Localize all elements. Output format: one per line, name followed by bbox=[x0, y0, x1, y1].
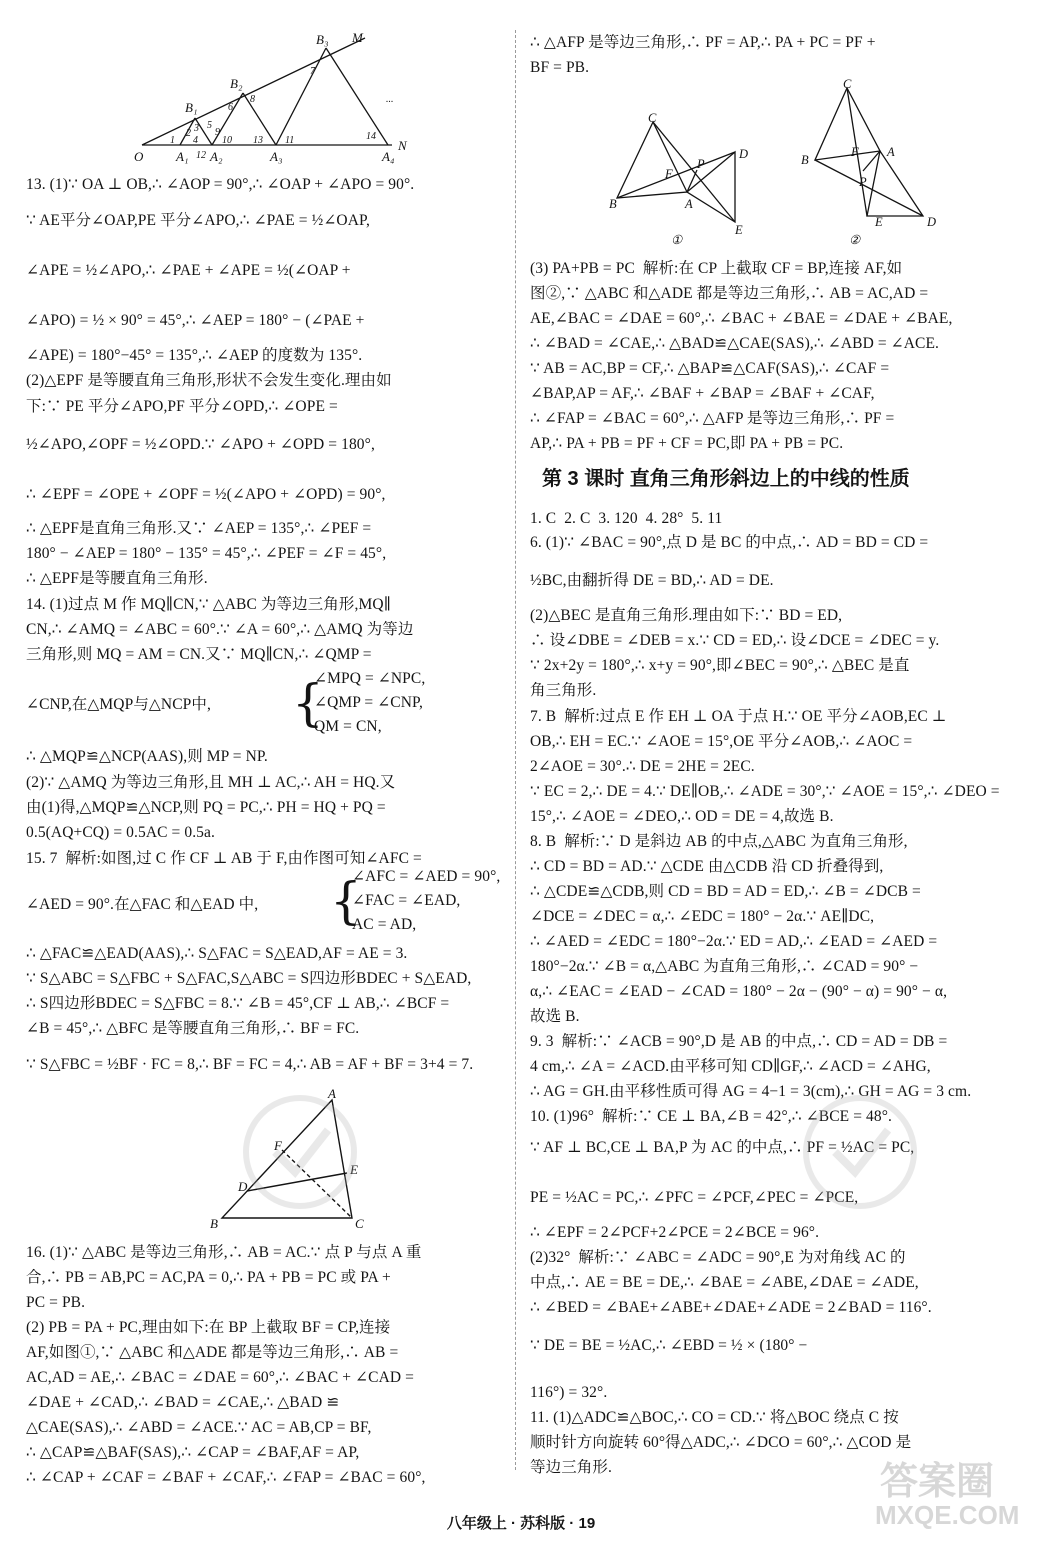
text-line-q14-3: 三角形,则 MQ = AM = CN.又∵ MQ∥CN,∴ ∠QMP = bbox=[26, 646, 372, 663]
text-line-r10-8: ∵ DE = BE = ½AC,∴ ∠EBD = ½ × (180° − bbox=[530, 1337, 808, 1354]
text-line-r10-1: 10. (1)96° 解析:∵ CE ⊥ BA,∠B = 42°,∴ ∠BCE = 48°. bbox=[530, 1108, 893, 1125]
svg-text:3: 3 bbox=[194, 123, 199, 134]
text-line-q16-9: ∴ △CAP≌△BAF(SAS),∴ ∠CAP = ∠BAF,AF = AP, bbox=[26, 1444, 360, 1461]
svg-text:E: E bbox=[875, 215, 883, 229]
watermark-logo: 答案圈 bbox=[880, 1461, 995, 1503]
text-line-q16-5: AF,如图①,∵ △ABC 和△ADE 都是等边三角形,∴ AB = bbox=[26, 1344, 399, 1361]
text-line-q15-6: ∠B = 45°,∴ △BFC 是等腰直角三角形,∴ BF = FC. bbox=[26, 1020, 360, 1037]
text-line-r9-1: 9. 3 解析:∵ ∠ACB = 90°,D 是 AB 的中点,∴ CD = AD = DB = bbox=[530, 1033, 948, 1050]
lesson-title: 第 3 课时 直角三角形斜边上的中线的性质 bbox=[542, 468, 910, 490]
text-line-q14-2: CN,∴ ∠AMQ = ∠ABC = 60°.∵ ∠A = 60°,∴ △AMQ 为等边 bbox=[26, 621, 414, 638]
sys15-line1: ∠AFC = ∠AED = 90°, bbox=[352, 868, 501, 885]
svg-text:②: ② bbox=[849, 233, 861, 246]
text-line-q13-5: ∠APE) = 180°−45° = 135°,∴ ∠AEP 的度数为 135°. bbox=[26, 347, 363, 364]
text-line-r6-6: 角三角形. bbox=[530, 682, 597, 699]
text-line-r10-7: ∴ ∠BED = ∠BAE+∠ABE+∠DAE+∠ADE = 2∠BAD = 116°. bbox=[530, 1299, 932, 1316]
sys14-line2: ∠QMP = ∠CNP, bbox=[314, 694, 423, 711]
sys15-line3: AC = AD, bbox=[352, 916, 417, 933]
text-line-q16-6: AC,AD = AE,∴ ∠BAC = ∠DAE = 60°,∴ ∠BAC + ∠CAD = bbox=[26, 1369, 414, 1386]
text-line-r6-1: 6. (1)∵ ∠BAC = 90°,点 D 是 BC 的中点,∴ AD = BD = CD = bbox=[530, 534, 929, 551]
text-line-q14-6: (2)∵ △AMQ 为等边三角形,且 MH ⊥ AC,∴ AH = HQ.又 bbox=[26, 774, 396, 791]
sys14-line3: QM = CN, bbox=[314, 718, 382, 735]
svg-text:12: 12 bbox=[196, 150, 206, 161]
svg-text:11: 11 bbox=[285, 135, 295, 146]
text-line-r7-5: 15°,∴ ∠AOE = ∠DEO,∴ OD = DE = 4,故选 B. bbox=[530, 808, 834, 825]
svg-text:N: N bbox=[398, 138, 407, 153]
svg-text:M: M bbox=[352, 30, 363, 45]
text-line-q13-6: (2)△EPF 是等腰直角三角形,形状不会发生变化.理由如 bbox=[26, 372, 392, 389]
text-line-q14-5: ∴ △MQP≌△NCP(AAS),则 MP = NP. bbox=[26, 748, 268, 765]
svg-text:B₃: B₃ bbox=[316, 32, 329, 47]
text-line-r8-7: α,∴ ∠EAC = ∠EAD − ∠CAD = 180° − 2α − (90° − α) = 90° − α, bbox=[530, 983, 948, 1000]
text-line-r11-2: 顺时针方向旋转 60°得△ADC,∴ ∠DCO = 60°,∴ △COD 是 bbox=[530, 1434, 912, 1451]
text-line-r9-2: 4 cm,∴ ∠A = ∠ACD.由平移可知 CD∥GF,∴ ∠ACD = ∠AHG, bbox=[530, 1058, 931, 1075]
svg-text:P: P bbox=[697, 157, 705, 171]
text-line-q13-11: 180° − ∠AEP = 180° − 135° = 45°,∴ ∠PEF = ∠F = 45°, bbox=[26, 545, 387, 562]
svg-text:A₁: A₁ bbox=[176, 149, 189, 164]
figure-2 bbox=[795, 76, 945, 246]
svg-text:A₃: A₃ bbox=[270, 149, 283, 164]
text-line-r10-9: 116°) = 32°. bbox=[530, 1384, 608, 1401]
text-line-r8-4: ∠DCE = ∠DEC = α,∴ ∠EDC = 180° − 2α.∵ AE∥DC, bbox=[530, 908, 875, 925]
text-line-q14-1: 14. (1)过点 M 作 MQ∥CN,∵ △ABC 为等边三角形,MQ∥ bbox=[26, 596, 391, 613]
text-line-q13-8: ½∠APO,∠OPF = ½∠OPD.∵ ∠APO + ∠OPD = 180°, bbox=[26, 436, 375, 453]
text-line-r8-3: ∴ △CDE≌△CDB,则 CD = BD = AD = ED,∴ ∠B = ∠DCB = bbox=[530, 883, 921, 900]
svg-text:B: B bbox=[609, 197, 617, 211]
svg-text:4: 4 bbox=[193, 135, 198, 146]
text-line-q16-2: 合,∴ PB = AB,PC = AC,PA = 0,∴ PA + PB = PC 或 PA + bbox=[26, 1269, 391, 1286]
text-line-r16-12: BF = PB. bbox=[530, 59, 590, 76]
svg-text:7: 7 bbox=[310, 66, 315, 77]
svg-text:2: 2 bbox=[186, 128, 191, 139]
svg-text:9: 9 bbox=[215, 127, 220, 138]
text-line-q15-1: 15. 7 解析:如图,过 C 作 CF ⊥ AB 于 F,由作图可知∠AFC = bbox=[26, 850, 422, 867]
svg-text:①: ① bbox=[671, 233, 683, 247]
svg-text:E: E bbox=[350, 1162, 358, 1177]
text-line-r16-17: ∵ AB = AC,BP = CF,∴ △BAP≌△CAF(SAS),∴ ∠CAF = bbox=[530, 360, 890, 377]
text-line-q14-8: 0.5(AQ+CQ) = 0.5AC = 0.5a. bbox=[26, 824, 215, 841]
figure-angle-chain bbox=[130, 30, 420, 170]
text-line-r8-8: 故选 B. bbox=[530, 1008, 580, 1025]
text-line-q16-10: ∴ ∠CAP + ∠CAF = ∠BAF + ∠CAF,∴ ∠FAP = ∠BAC = 60°, bbox=[26, 1469, 426, 1486]
text-line-r6-4: ∴ 设∠DBE = ∠DEB = x.∵ CD = ED,∴ 设∠DCE = ∠DEC = y. bbox=[530, 632, 940, 649]
text-line-q13-4: ∠APO) = ½ × 90° = 45°,∴ ∠AEP = 180° − (∠PAE + bbox=[26, 312, 365, 329]
sys14-line1: ∠MPQ = ∠NPC, bbox=[314, 670, 426, 687]
text-line-q13-12: ∴ △EPF是等腰直角三角形. bbox=[26, 570, 208, 587]
svg-text:A₂: A₂ bbox=[210, 149, 223, 164]
text-line-r11-3: 等边三角形. bbox=[530, 1459, 612, 1476]
text-line-r16-11: ∴ △AFP 是等边三角形,∴ PF = AP,∴ PA + PC = PF + bbox=[530, 34, 876, 51]
svg-text:C: C bbox=[648, 111, 657, 125]
text-line-r7-3: 2∠AOE = 30°.∴ DE = 2HE = 2EC. bbox=[530, 758, 755, 775]
text-line-q15-3: ∴ △FAC≌△EAD(AAS),∴ S△FAC = S△EAD,AF = AE = 3. bbox=[26, 945, 408, 962]
text-line-q16-3: PC = PB. bbox=[26, 1294, 86, 1311]
text-line-r11-1: 11. (1)△ADC≌△BOC,∴ CO = CD.∵ 将△BOC 绕点 C 按 bbox=[530, 1409, 899, 1426]
svg-text:F: F bbox=[851, 145, 859, 159]
text-line-q13-2: ∵ AE平分∠OAP,PE 平分∠APO,∴ ∠PAE = ½∠OAP, bbox=[26, 212, 370, 229]
text-line-q13-7: 下:∵ PE 平分∠APO,PF 平分∠OPD,∴ ∠OPE = bbox=[26, 398, 338, 415]
text-line-r10-5: (2)32° 解析:∵ ∠ABC = ∠ADC = 90°,E 为对角线 AC 的 bbox=[530, 1249, 906, 1266]
text-line-q13-10: ∴ △EPF是直角三角形.又∵ ∠AEP = 135°,∴ ∠PEF = bbox=[26, 520, 372, 537]
text-line-r9-3: ∴ AG = GH.由平移性质可得 AG = 4−1 = 3(cm),∴ GH = AG = 3 cm. bbox=[530, 1083, 972, 1100]
text-line-q15-7: ∵ S△FBC = ½BF · FC = 8,∴ BF = FC = 4,∴ AB = AF + BF = 3+4 = 7. bbox=[26, 1056, 474, 1073]
svg-text:B: B bbox=[210, 1216, 218, 1231]
text-line-r-ans1: 1. C 2. C 3. 120 4. 28° 5. 11 bbox=[530, 510, 723, 527]
sys15-line2: ∠FAC = ∠EAD, bbox=[352, 892, 461, 909]
text-line-r8-6: 180°−2α.∵ ∠B = α,△ABC 为直角三角形,∴ ∠CAD = 90° − bbox=[530, 958, 919, 975]
svg-text:14: 14 bbox=[366, 131, 376, 142]
svg-text:A₄: A₄ bbox=[382, 149, 395, 164]
svg-text:...: ... bbox=[386, 94, 394, 105]
text-line-r16-13: (3) PA+PB = PC 解析:在 CP 上截取 CF = BP,连接 AF,如 bbox=[530, 260, 903, 277]
text-line-q14-7: 由(1)得,△MQP≌△NCP,则 PQ = PC,∴ PH = HQ + PQ = bbox=[26, 799, 386, 816]
system-14: { ∠MPQ = ∠NPC, ∠QMP = ∠CNP, QM = CN, bbox=[292, 666, 492, 741]
text-line-r16-18: ∠BAP,AP = AF,∴ ∠BAF + ∠BAP = ∠BAF + ∠CAF, bbox=[530, 385, 875, 402]
svg-text:A: A bbox=[887, 145, 895, 159]
text-line-q16-8: △CAE(SAS),∴ ∠ABD = ∠ACE.∵ AC = AB,CP = BF, bbox=[26, 1419, 372, 1436]
svg-text:C: C bbox=[355, 1216, 364, 1231]
svg-text:A: A bbox=[328, 1088, 336, 1101]
svg-text:D: D bbox=[739, 147, 749, 161]
text-line-r7-2: OB,∴ EH = EC.∵ ∠AOE = 15°,OE 平分∠AOB,∴ ∠AOC = bbox=[530, 733, 913, 750]
svg-text:F: F bbox=[274, 1138, 282, 1153]
text-line-r10-4: ∴ ∠EPF = 2∠PCF+2∠PCE = 2∠BCE = 96°. bbox=[530, 1224, 820, 1241]
svg-text:P: P bbox=[859, 175, 867, 189]
text-line-r8-2: ∴ CD = BD = AD.∵ △CDE 由△CDB 沿 CD 折叠得到, bbox=[530, 858, 884, 875]
svg-text:F: F bbox=[665, 167, 673, 181]
text-line-r6-2: ½BC,由翻折得 DE = BD,∴ AD = DE. bbox=[530, 572, 774, 589]
text-line-q16-7: ∠DAE + ∠CAD,∴ ∠BAD = ∠CAE,∴ △BAD ≌ bbox=[26, 1394, 340, 1411]
text-line-r16-15: AE,∠BAC = ∠DAE = 60°,∴ ∠BAC + ∠BAE = ∠DAE + ∠BAE, bbox=[530, 310, 953, 327]
text-line-r16-19: ∴ ∠FAP = ∠BAC = 60°,∴ △AFP 是等边三角形,∴ PF = bbox=[530, 410, 895, 427]
watermark-url: MXQE.COM bbox=[875, 1500, 1020, 1530]
svg-text:10: 10 bbox=[222, 135, 232, 146]
svg-text:B₁: B₁ bbox=[185, 100, 198, 115]
text-line-q15-2: ∠AED = 90°.在△FAC 和△EAD 中, bbox=[26, 896, 259, 913]
svg-text:B: B bbox=[801, 153, 809, 167]
text-line-r10-6: 中点,∴ AE = BE = DE,∴ ∠BAE = ∠ABE,∠DAE = ∠ADE, bbox=[530, 1274, 919, 1291]
svg-text:A: A bbox=[685, 197, 693, 211]
svg-text:C: C bbox=[843, 77, 852, 91]
text-line-q15-4: ∵ S△ABC = S△FBC + S△FAC,S△ABC = S四边形BDEC + S△EAD, bbox=[26, 970, 472, 987]
text-line-r16-16: ∴ ∠BAD = ∠CAE,∴ △BAD≌△CAE(SAS),∴ ∠ABD = ∠ACE. bbox=[530, 335, 940, 352]
svg-text:8: 8 bbox=[250, 94, 255, 105]
svg-text:O: O bbox=[134, 149, 144, 164]
watermark-right-icon bbox=[800, 1092, 920, 1212]
text-line-r8-1: 8. B 解析:∵ D 是斜边 AB 的中点,△ABC 为直角三角形, bbox=[530, 833, 908, 850]
svg-text:D: D bbox=[238, 1179, 248, 1194]
svg-text:B₂: B₂ bbox=[230, 76, 243, 91]
text-line-q16-4: (2) PB = PA + PC,理由如下:在 BP 上截取 BF = CP,连接 bbox=[26, 1319, 391, 1336]
svg-text:1: 1 bbox=[170, 135, 175, 146]
text-line-q16-1: 16. (1)∵ △ABC 是等边三角形,∴ AB = AC.∵ 点 P 与点 A 重 bbox=[26, 1244, 422, 1261]
svg-text:6: 6 bbox=[228, 102, 233, 113]
text-line-q13-3: ∠APE = ½∠APO,∴ ∠PAE + ∠APE = ½(∠OAP + bbox=[26, 262, 351, 279]
column-divider bbox=[515, 30, 516, 1470]
text-line-r10-2: ∵ AF ⊥ BC,CE ⊥ BA,P 为 AC 的中点,∴ PF = ½AC = PC, bbox=[530, 1139, 915, 1156]
text-line-r6-5: ∵ 2x+2y = 180°,∴ x+y = 90°,即∠BEC = 90°,∴ △BEC 是直 bbox=[530, 657, 910, 674]
svg-text:E: E bbox=[735, 223, 743, 237]
system-15: { ∠AFC = ∠AED = 90°, ∠FAC = ∠EAD, AC = AD, bbox=[330, 864, 510, 939]
text-line-r10-3: PE = ½AC = PC,∴ ∠PFC = ∠PCF,∠PEC = ∠PCE, bbox=[530, 1189, 859, 1206]
svg-text:13: 13 bbox=[253, 135, 263, 146]
text-line-r6-3: (2)△BEC 是直角三角形.理由如下:∵ BD = ED, bbox=[530, 607, 843, 624]
text-line-q13-1: 13. (1)∵ OA ⊥ OB,∴ ∠AOP = 90°,∴ ∠OAP + ∠APO = 90°. bbox=[26, 176, 415, 193]
watermark-left-icon bbox=[240, 1092, 360, 1212]
page-footer: 八年级上 · 苏科版 · 19 bbox=[446, 1515, 596, 1532]
text-line-r16-14: 图②,∵ △ABC 和△ADE 都是等边三角形,∴ AB = AC,AD = bbox=[530, 285, 929, 302]
text-line-r8-5: ∴ ∠AED = ∠EDC = 180°−2α.∵ ED = AD,∴ ∠EAD = ∠AED = bbox=[530, 933, 938, 950]
text-line-r7-1: 7. B 解析:过点 E 作 EH ⊥ OA 于点 H.∵ OE 平分∠AOB,EC ⊥ bbox=[530, 708, 947, 725]
text-line-q14-4: ∠CNP,在△MQP与△NCP中, bbox=[26, 696, 211, 713]
svg-text:D: D bbox=[927, 215, 937, 229]
figure-1 bbox=[605, 110, 760, 250]
text-line-r7-4: ∵ EC = 2,∴ DE = 4.∵ DE∥OB,∴ ∠ADE = 30°,∵ ∠AOE = 15°,∴ ∠DEO = bbox=[530, 783, 1000, 800]
text-line-q15-5: ∴ S四边形BDEC = S△FBC = 8.∵ ∠B = 45°,CF ⊥ AB,∴ ∠BCF = bbox=[26, 995, 450, 1012]
svg-text:5: 5 bbox=[207, 120, 212, 131]
text-line-q13-9: ∴ ∠EPF = ∠OPE + ∠OPF = ½(∠APO + ∠OPD) = 90°, bbox=[26, 486, 386, 503]
text-line-r16-20: AP,∴ PA + PB = PF + CF = PC,即 PA + PB = PC. bbox=[530, 435, 844, 452]
